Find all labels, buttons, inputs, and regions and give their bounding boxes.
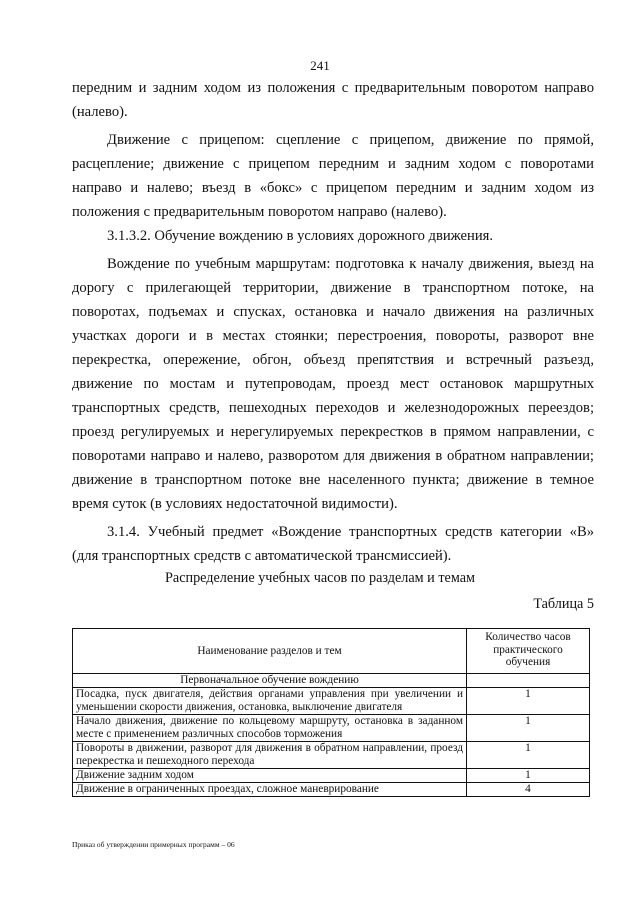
topic-hours: 4 <box>467 783 590 797</box>
paragraph-3: 3.1.3.2. Обучение вождению в условиях дорожного движения. <box>107 228 494 244</box>
col-name-header: Наименование разделов и тем <box>73 629 467 674</box>
paragraph-2: Движение с прицепом: сцепление с прицепом, движение по прямой, расцепление; движение с прицепом передним и задним ходом с поворотами направо и налево; въезд в «бокс» с прицепом передним и задним ходом из положения с предварительным поворотом направо (налево). <box>72 132 594 220</box>
table-row <box>73 688 590 715</box>
section-title: Первоначальное обучение вождению <box>73 674 467 688</box>
paragraph-5: 3.1.4. Учебный предмет «Вождение транспортных средств категории «B» (для транспортных средств с автоматической трансмиссией). <box>72 524 594 564</box>
table-header-row <box>73 629 590 674</box>
section-empty-cell <box>467 674 590 688</box>
table-row <box>73 742 590 769</box>
table-row <box>73 715 590 742</box>
table-caption: Распределение учебных часов по разделам и темам <box>165 570 475 586</box>
topic-name: Начало движения, движение по кольцевому маршруту, остановка в заданном месте с применением различных способов торможения <box>73 715 467 742</box>
topic-hours: 1 <box>467 742 590 769</box>
paragraph-1: передним и задним ходом из положения с предварительным поворотом направо (налево). <box>72 80 594 120</box>
paragraph-4: Вождение по учебным маршрутам: подготовка к началу движения, выезд на дорогу с прилегающей территории, движение в транспортном потоке, на поворотах, подъемах и спусках, остановка и начало движения на различных участках дороги и в местах стоянки; перестроения, повороты, разворот вне перекрестка, опережение, обгон, объезд препятствия и встречный разъезд, движение по мостам и путепроводам, проезд мест остановок маршрутных транспортных средств, пешеходных переходов и железнодорожных переездов; проезд регулируемых и нерегулируемых перекрестков в прямом направлении, с поворотами направо и налево, разворотом для движения в обратном направлении; движение в транспортном потоке вне населенного пункта; движение в темное время суток (в условиях недостаточной видимости). <box>72 256 594 512</box>
topic-hours: 1 <box>467 769 590 783</box>
topic-name: Движение в ограниченных проездах, сложное маневрирование <box>73 783 467 797</box>
topic-name: Повороты в движении, разворот для движения в обратном направлении, проезд перекрестка и пешеходного перехода <box>73 742 467 769</box>
hours-table <box>72 628 590 797</box>
page-number: 241 <box>310 58 330 73</box>
body-text <box>72 76 594 568</box>
topic-hours: 1 <box>467 715 590 742</box>
table-number: Таблица 5 <box>533 596 594 612</box>
topic-name: Движение задним ходом <box>73 769 467 783</box>
topic-name: Посадка, пуск двигателя, действия органами управления при увеличении и уменьшении скорости движения, остановка, выключение двигателя <box>73 688 467 715</box>
section-row <box>73 674 590 688</box>
table-row <box>73 769 590 783</box>
col-hours-header: Количество часов практического обучения <box>467 629 590 674</box>
footer-note: Приказ об утверждении примерных программ – 06 <box>72 840 235 849</box>
topic-hours: 1 <box>467 688 590 715</box>
table-row <box>73 783 590 797</box>
